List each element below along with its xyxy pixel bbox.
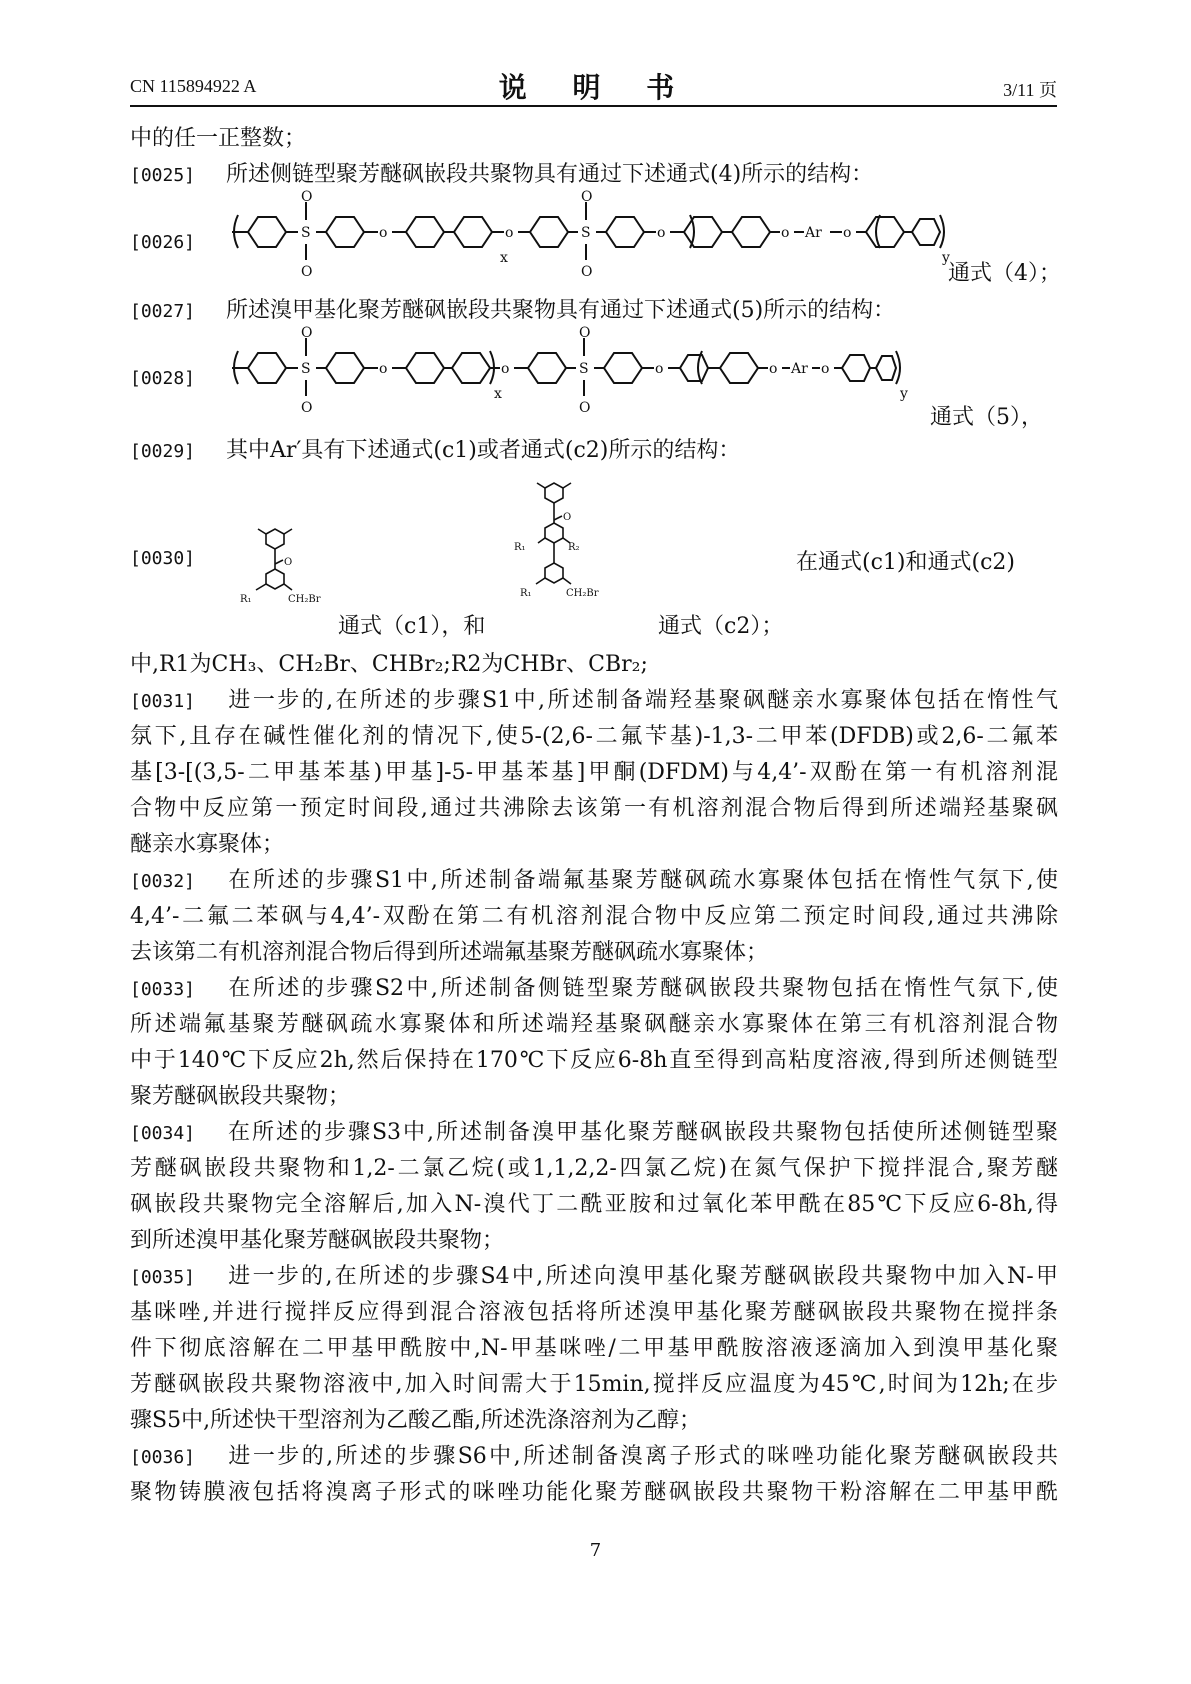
oxygen-label: O xyxy=(284,557,293,568)
oxygen-label: o xyxy=(379,361,388,377)
aryl-label: Ar xyxy=(791,361,808,377)
text-line: 在所述的步骤S3中,所述制备溴甲基化聚芳醚砜嵌段共聚物包括使所述侧链型聚 xyxy=(226,1120,1058,1145)
sulfur-label: S xyxy=(301,361,311,377)
oxygen-label: O xyxy=(581,189,593,205)
oxygen-label: O xyxy=(563,512,572,523)
formula-5-label: 通式（5）， xyxy=(930,405,1043,430)
paragraph-number: [0027] xyxy=(130,301,196,322)
text-line: 在通式(c1)和通式(c2) xyxy=(796,550,1015,575)
formula-5-structure xyxy=(228,326,928,416)
paragraph-0034 xyxy=(130,1118,1058,1148)
oxygen-label: O xyxy=(301,264,313,280)
document-id: CN 115894922 A xyxy=(130,76,257,96)
oxygen-label: o xyxy=(769,361,778,377)
paragraph-number: [0032] xyxy=(130,871,196,892)
paragraph-0029 xyxy=(130,436,1058,466)
paragraph-number: [0034] xyxy=(130,1123,196,1144)
paragraph-number: [0036] xyxy=(130,1447,196,1468)
text-line: 芳醚砜嵌段共聚物溶液中,加入时间需大于15min,搅拌反应温度为45℃,时间为12h;在步 xyxy=(130,1372,1058,1397)
oxygen-label: o xyxy=(843,225,852,241)
text-line: 醚亲水寡聚体； xyxy=(130,832,285,857)
structure-c2 xyxy=(500,478,650,628)
aryl-label: Ar xyxy=(805,225,822,241)
sulfur-label: S xyxy=(579,361,589,377)
oxygen-label: o xyxy=(657,225,666,241)
oxygen-label: O xyxy=(301,325,313,341)
oxygen-label: O xyxy=(581,264,593,280)
oxygen-label: O xyxy=(301,189,313,205)
r2-label: R₂ xyxy=(568,542,580,553)
header-rule xyxy=(130,105,1057,107)
oxygen-label: o xyxy=(655,361,664,377)
text-line: 在所述的步骤S2中,所述制备侧链型聚芳醚砜嵌段共聚物包括在惰性气氛下,使 xyxy=(226,976,1058,1001)
paragraph-0035 xyxy=(130,1262,1058,1292)
page-number: 7 xyxy=(589,1540,602,1561)
r1-label: R₁ xyxy=(240,594,252,605)
paragraph-0033 xyxy=(130,974,1058,1004)
formula-4-structure xyxy=(228,190,948,280)
text-line: 去该第二有机溶剂混合物后得到所述端氟基聚芳醚砜疏水寡聚体； xyxy=(130,940,769,965)
paragraph-number: [0026] xyxy=(130,232,196,253)
text-line: 其中Ar′具有下述通式(c1)或者通式(c2)所示的结构： xyxy=(226,438,741,463)
text-line: 砜嵌段共聚物完全溶解后,加入N-溴代丁二酰亚胺和过氧化苯甲酰在85℃下反应6-8h,得 xyxy=(130,1192,1058,1217)
paragraph-number: [0035] xyxy=(130,1267,196,1288)
text-line: 芳醚砜嵌段共聚物和1,2-二氯乙烷(或1,1,2,2-四氯乙烷)在氮气保护下搅拌混合,聚芳醚 xyxy=(130,1156,1058,1181)
r1-label: R₁ xyxy=(520,588,532,599)
paragraph-number: [0033] xyxy=(130,979,196,1000)
text-line: 所述端氟基聚芳醚砜疏水寡聚体和所述端羟基聚砜醚亲水寡聚体在第三有机溶剂混合物 xyxy=(130,1012,1058,1037)
paragraph-number: [0029] xyxy=(130,441,196,462)
page-title: 说 明 书 xyxy=(498,71,693,104)
oxygen-label: o xyxy=(501,361,510,377)
subscript-y: y xyxy=(900,386,908,402)
r1-label: R₁ xyxy=(514,542,526,553)
text-line: 中于140℃下反应2h,然后保持在170℃下反应6-8h直至得到高粘度溶液,得到所述侧链型 xyxy=(130,1048,1058,1073)
structure-c2-label: 通式（c2）； xyxy=(658,614,784,639)
text-line: 基[3-[(3,5-二甲基苯基)甲基]-5-甲基苯基]甲酮(DFDM)与4,4’-双酚在第一有机溶剂混 xyxy=(130,760,1058,785)
structure-c1-label: 通式（c1），和 xyxy=(338,614,486,639)
paragraph-0027 xyxy=(130,296,1058,326)
text-line: 中,R1为CH₃、CH₂Br、CHBr₂;R2为CHBr、CBr₂; xyxy=(130,652,648,677)
paragraph-0036 xyxy=(130,1442,1058,1472)
paragraph-number: [0031] xyxy=(130,691,196,712)
text-line: 到所述溴甲基化聚芳醚砜嵌段共聚物； xyxy=(130,1228,505,1253)
text-line: 基咪唑,并进行搅拌反应得到混合溶液包括将所述溴甲基化聚芳醚砜嵌段共聚物在搅拌条 xyxy=(130,1300,1058,1325)
ch2br-label: CH₂Br xyxy=(566,588,599,599)
oxygen-label: O xyxy=(301,400,313,416)
paragraph-0031 xyxy=(130,686,1058,716)
text-line: 4,4’-二氟二苯砜与4,4’-双酚在第二有机溶剂混合物中反应第二预定时间段,通过共沸除 xyxy=(130,904,1058,929)
text-line: 骤S5中,所述快干型溶剂为乙酸乙酯,所述洗涤溶剂为乙醇； xyxy=(130,1408,702,1433)
text-line: 进一步的,所述的步骤S6中,所述制备溴离子形式的咪唑功能化聚芳醚砜嵌段共 xyxy=(226,1444,1058,1469)
sulfur-label: S xyxy=(301,225,311,241)
text-line: 进一步的,在所述的步骤S4中,所述向溴甲基化聚芳醚砜嵌段共聚物中加入N-甲 xyxy=(226,1264,1058,1289)
subscript-x: x xyxy=(494,386,502,402)
structure-c1 xyxy=(228,520,338,630)
oxygen-label: o xyxy=(781,225,790,241)
paragraph-0025 xyxy=(130,160,1058,190)
ch2br-label: CH₂Br xyxy=(288,594,321,605)
text-line: 所述侧链型聚芳醚砜嵌段共聚物具有通过下述通式(4)所示的结构： xyxy=(226,162,874,187)
oxygen-label: O xyxy=(579,400,591,416)
text-line: 在所述的步骤S1中,所述制备端氟基聚芳醚砜疏水寡聚体包括在惰性气氛下,使 xyxy=(226,868,1058,893)
oxygen-label: o xyxy=(505,225,514,241)
page-counter: 3/11 页 xyxy=(1003,80,1057,100)
text-line: 聚物铸膜液包括将溴离子形式的咪唑功能化聚芳醚砜嵌段共聚物干粉溶解在二甲基甲酰 xyxy=(130,1480,1058,1505)
text-line: 所述溴甲基化聚芳醚砜嵌段共聚物具有通过下述通式(5)所示的结构： xyxy=(226,298,896,323)
oxygen-label: O xyxy=(579,325,591,341)
sulfur-label: S xyxy=(581,225,591,241)
formula-4-label: 通式（4）； xyxy=(948,261,1061,286)
text-line: 氛下,且存在碱性催化剂的情况下,使5-(2,6-二氟苄基)-1,3-二甲苯(DFDB)或2,6-二氟苯 xyxy=(130,724,1058,749)
paragraph-number: [0028] xyxy=(130,368,196,389)
subscript-x: x xyxy=(500,250,508,266)
paragraph-number: [0025] xyxy=(130,165,196,186)
text-line: 件下彻底溶解在二甲基甲酰胺中,N-甲基咪唑/二甲基甲酰胺溶液逐滴加入到溴甲基化聚 xyxy=(130,1336,1058,1361)
subscript-y: y xyxy=(942,250,950,266)
oxygen-label: o xyxy=(379,225,388,241)
paragraph-number: [0030] xyxy=(130,548,196,569)
oxygen-label: o xyxy=(821,361,830,377)
text-line: 中的任一正整数； xyxy=(130,126,307,151)
text-line: 合物中反应第一预定时间段,通过共沸除去该第一有机溶剂混合物后得到所述端羟基聚砜 xyxy=(130,796,1058,821)
text-line: 聚芳醚砜嵌段共聚物； xyxy=(130,1084,351,1109)
text-line: 进一步的,在所述的步骤S1中,所述制备端羟基聚砜醚亲水寡聚体包括在惰性气 xyxy=(226,688,1058,713)
paragraph-0032 xyxy=(130,866,1058,896)
